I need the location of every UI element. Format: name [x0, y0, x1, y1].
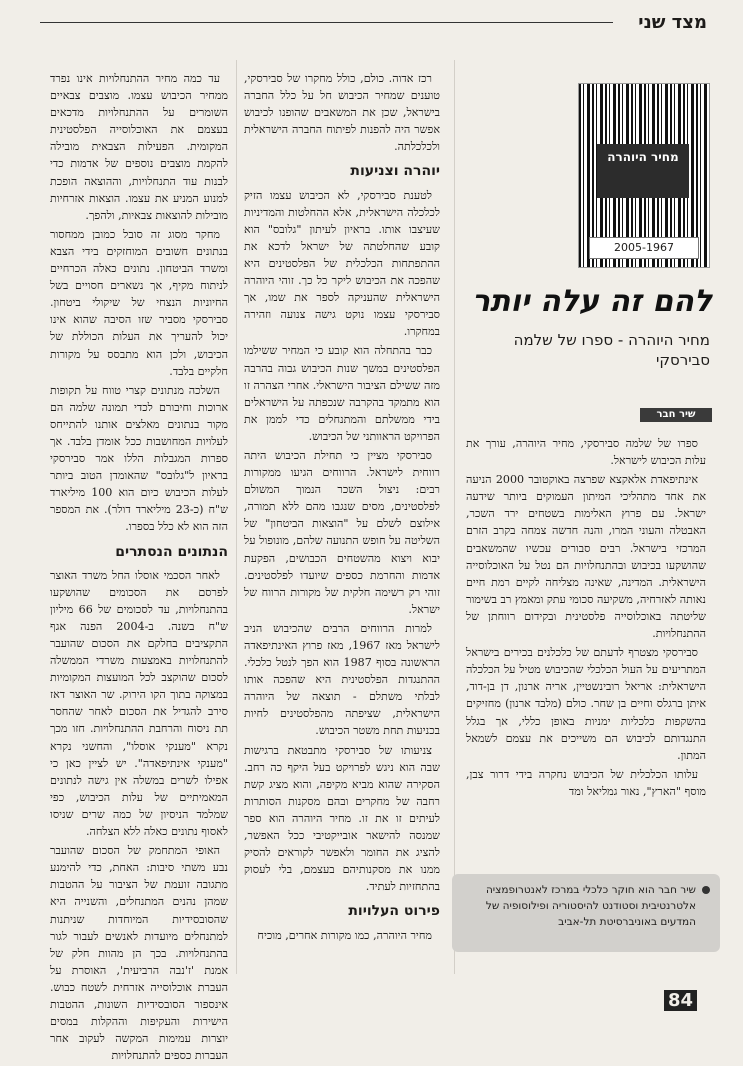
author-bio-text: שיר חבר הוא חוקר כלכלי במרכז לאנטרופמציה אלטרנטיבית וסטודנט להיסטוריה ופילוסופיה של המדעים באוניברסיטת תל-אביב: [485, 884, 696, 928]
body-paragraph: צניעותו של סבירסקי מתבטאת ברגישות שבה הוא ניגש לפרויקט בעל היקף כה רחב. הסקירה שהוא מביא מקיפה, והוא מציג קשת רחבה של מחקרים ובהם מסקנות הסותרות לעיתים זו את זו. מחיר היוהרה הוא ספר שמנסה להישאר אובייקטיבי ככל האפשר, להציג את החומר ולאפשר לקוראים להסיק ממנו את מסקנותיהם בעצמם, בלי לעסוק בהתחזיות לעתיד.: [244, 743, 440, 894]
article-subtitle: מחיר היוהרה - ספרו של שלמה סבירסקי: [513, 331, 710, 369]
body-paragraph: עלותו הכלכלית של הכיבוש נחקרה בידי דרור צבן, מוסף "הארץ", נאור גמליאל ומד: [466, 767, 706, 798]
page-number: 84: [664, 990, 697, 1011]
body-paragraph: השלכה מנתונים קצרי טווח על תקופות ארוכות וחיבורם לכדי תמונה שלמה הם מקור בנתונים מאלצים אותנו להתייחס לעלויות המחושבות ככל אומדן בלבד. אך ספרות המגבלות הללו אמר סבירסקי בראיון ל"גלובס" שהאומדן הטוב ביותר לעלות הכיבוש כיום הוא 100 מיליארד ש"ח (כ-23 מיליארד דולר). את המספר הזה הוא לא כלל בספרו.: [50, 383, 228, 534]
header-rule: [40, 22, 613, 23]
body-paragraph: רכז אדוה. כולם, כולל מחקרו של סבירסקי, טוענים שמחיר הכיבוש חל על כלל החברה בישראל, שכן את המשאבים שהופנו לכיבוש אפשר היה להפנות לפיתוח החברה הישראלית ולכלכלתה.: [244, 72, 440, 154]
book-cover-years: 2005-1967: [589, 237, 699, 259]
column-left: [50, 70, 228, 1066]
column-right: [466, 435, 706, 802]
body-paragraph: ספרו של שלמה סבירסקי, מחיר היוהרה, עורך את עלות הכיבוש לישראל.: [466, 437, 706, 468]
body-paragraph: סבירסקי מציין כי תחילת הכיבוש היתה רווחית לישראל. הרווחים הגיעו ממקורות רבים: ניצול השכר הנמוך המשולם לפלסטינים, מסים שנגבו מהם ללא תמורה, אילוצם לשלם על "הוצאות הביטחון" של השליטה על חופש התנועה שלהם, מונופול על יבוא ויצוא מהשטחים הכבושים, הפקעת אדמות והחרמת כספים שיועדו לפלסטינים. זוהי רק רשימה חלקית של מקורות הרווח של ישראל.: [244, 448, 440, 616]
body-paragraph: למרות הרווחים הרבים שהכיבוש הניב לישראל מאז 1967, מאז פרוץ האינתיפאדה הראשונה בסוף 1987 הוא הפך לנטל כלכלי. ההתנגדות הפלסטינית היא שהפכה אותו לבלתי משתלם - תוצאה של היוהרה הישראלית, שציפתה מהפלסטינים לחיות בכניעות תחת משטר הכיבוש.: [244, 621, 440, 738]
section-label: מצד שני: [638, 12, 707, 33]
body-paragraph: עד כמה מחיר ההתנחלויות אינו נפרד ממחיר הכיבוש עצמו. מוצבים צבאיים השומרים על ההתנחלויות מדכאים בעצמם את האוכלוסייה הפלסטינית המקומית. הפעילות הצבאית מובילה להקמת מוצבים נוספים של אדמות כדי לבנות עוד התנחלויות, וההוצאה הופכת למנוע המניע את עצמו. הוצאות אזרחיות מובילות להוצאות צבאיות, ולהפך.: [50, 72, 228, 222]
body-paragraph: לטענת סבירסקי, לא הכיבוש עצמו הזיק לכלכלה הישראלית, אלא ההחלטות והמדיניות שעיצבו אותו. בראיון לעיתון "גלובס" הוא קובע שהחלטתה של ישראל לדכא את ההתפתחות הכלכלית של הפלסטינים היא שהפכה את הכיבוש ליקר כל כך. זוהי היוהרה הישראלית שהעניקה לספר את שמו, אך סבירסקי עצמו נוקט גישה צנועה וזהירה במחקרו.: [244, 188, 440, 339]
body-paragraph: האופי המתחמק של הסכום שהועבר נבע משתי סיבות: האחת, כדי להימנע מתגובה זועמת של הציבור על ההטבות שמהן נהנים המתנחלים, והשנייה היא שהסובסידיות המיוחדות שניתנות למתנחלים מיועדות לאנשים לעבור לגור בהתנחלויות. בכך הן מהוות חלק של אמנת 'ז'נבה הרביעית', האוסרת על העברת אוכלוסייה אזרחית לשטח כבוש. אינספור הסובסידיות השונות, ההטבות הישירות והעקיפות וההקלות במסים יוצרות עמימות המקשה לעקוב אחר העברות כספים להתנחלויות: [50, 844, 228, 1063]
body-paragraph: לאחר הסכמי אוסלו החל משרד האוצר לפרסם את הסכומים שהושקעו בהתנחלויות, עד לסכומים של 66 מיליון ש"ח בשנה. ב-2004 הפנה אגף התקציבים בחלקם את הסכום שהועבר להתנחלויות באמצעות משרדי הממשלה לסכום שהוקצב לכל המועצות המקומיות במצוקה בתוך הקו הירוק. שר האוצר דאז סירב להגדיל את הסכום לאחר שהחסר תת ניסוח והרחבת ההתנחלויות. חזו מכך נקרא "מענקי אוסלו", והחשני נקרא "מענקי אינתיפאדה". יש לציין כאן כי אפילו לשרים במשלה אין גישה לנתונים המאמיתיים של עלות הכיבוש, כפי שמלמד הניסיון של כמה שרים שניסו לאסוף נתונים כאלה ללא הצלחה.: [50, 568, 228, 839]
section-heading: יוהרה וצניעות: [350, 163, 440, 180]
page-header: [0, 0, 743, 34]
bullet-icon: [702, 886, 710, 894]
body-paragraph: מחקר מסוג זה סובל כמובן ממחסור בנתונים חשובים המוחזקים בידי הצבא ומשרד הביטחון. נתונים כאלה הכרחיים לניתוח מקיף, אך נשארים חסויים בשל החיוניות הנצחי של שיקולי ביטחון. סבירסקי מסביר שזו הסיבה שהוא אינו יכול להעריך את העלות הכוללת של הכיבוש, ולכן הוא מתבסס על מקורות חלקיים בלבד.: [50, 227, 228, 378]
body-paragraph: מחיר היוהרה, כמו מקורות אחרים, מוכיח: [257, 928, 432, 942]
body-paragraph: סבירסקי מצטרף לדעתם של כלכלנים בכירים בישראל המתריעים על העול הכלכלי שהכיבוש מטיל על הכלכלה הישראלית: אריאל רובינשטיין, אריה ארנון, דן בן-דוד, איתן ברגלס וחיים בן שחר. כולם (מלבד ארנון) מחזיקים בהשקפות כלכליות ימניות באופן כללי, אך בגלל התנגדותם לכיבוש הם משייכים את עצמם לשמאל המתון.: [466, 646, 706, 762]
book-cover: [578, 83, 710, 268]
body-paragraph: אינתיפאדת אלאקצא שפרצה באוקטובר 2000 הניעה את אחד מתהליכי המיתון העמוקים ביותר שידעה ישראל. עם פרוץ האלימות בשטחים ירד השכר, האבטלה והעוני המרו, והנה חדשה צמחה בקרב הזרם המרכזי בישראל. רבים סבורים עכשיו שהמשאבים שהושקעו בכיבוש ובהתנחלויות הם נטל על האוכלוסייה הישראלית. המדינה, שאינה מצליחה לקיים רמת חיים נאותה לאזרחיה, משקיעה סכומי עתק ומאמץ רב בשימור שליטתה באוכלוסייה פלסטינית ובקידום רווחתן של ההתנחלויות.: [466, 473, 706, 641]
author-label: שיר חבר: [640, 408, 712, 422]
book-cover-title: מחיר היוהרה: [597, 144, 689, 198]
column-divider: [454, 60, 455, 974]
section-heading: הנתונים הנסתרים: [115, 543, 228, 560]
body-paragraph: כבר בהתחלה הוא קובע כי המחיר ששילמו הפלסטינים במשך שנות הכיבוש גבוה בהרבה מזה ששילם הציבור הישראלי. אחרי הצהרה זו הוא מתמקד בהקרבה שנכפתה על הישראלים בידי ממשלתם והמתנחלים כדי לממן את הפרויקט הראוותני של הכיבוש.: [244, 344, 440, 443]
section-heading: פירוט העלויות: [348, 903, 440, 920]
column-divider: [236, 60, 237, 974]
article-title: להם זה עלה יותר: [471, 284, 712, 319]
author-bio-box: [452, 874, 720, 952]
column-middle: [244, 70, 440, 946]
